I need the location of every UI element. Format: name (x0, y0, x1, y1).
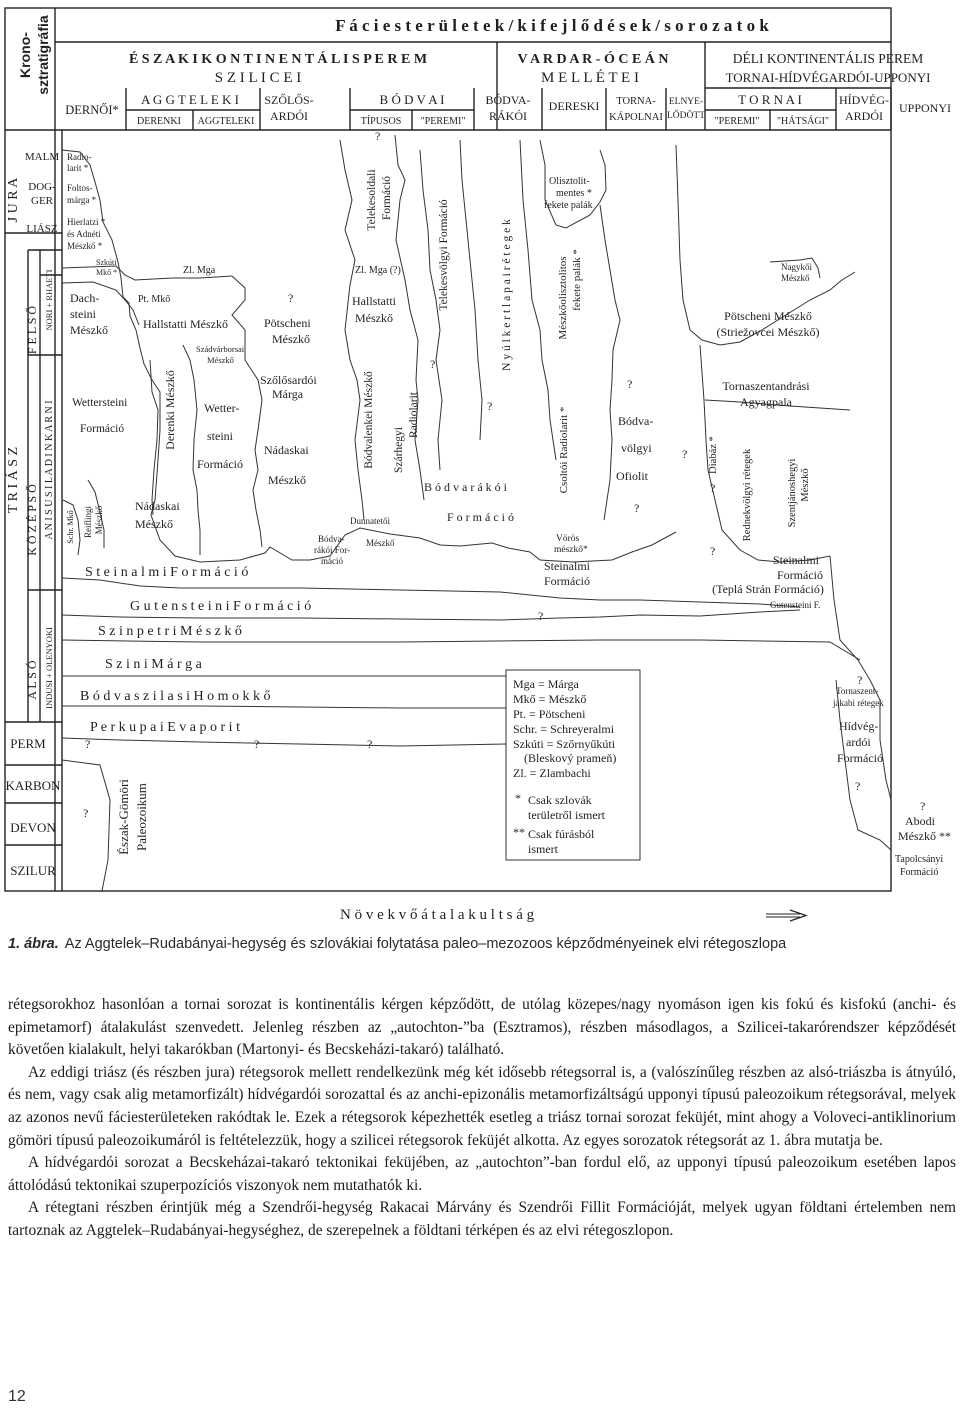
schr-mko: Schr. Mkő (66, 510, 75, 544)
hallstatti-a: Hallstatti Mészkő (143, 317, 228, 331)
szolos-label-1: SZŐLŐS- (264, 93, 314, 107)
meszko-small: Mészkő (366, 538, 395, 548)
wetter-b2: steini (207, 429, 233, 443)
szadvar-1: Szádvárborsai (196, 344, 245, 354)
nori-label: NORI + RHAETI (44, 269, 54, 331)
tapolcsanyi-1: Tapolcsányi (895, 854, 944, 865)
szolosardoi-1: Szőlősardói (260, 373, 317, 387)
q-mark: ? (710, 544, 716, 558)
legend-n2a: Csak fúrásból (528, 827, 595, 841)
also-label: A L S Ó (25, 660, 39, 700)
szkuti-2: Mkő * (96, 268, 118, 277)
q-mark: ? (367, 737, 373, 751)
olisztolit-1: Olisztolit- (549, 176, 590, 187)
diabaz: Diabáz * (708, 436, 719, 474)
liasz-label: LIÁSZ (26, 223, 58, 235)
nagykoi-1: Nagykői (781, 262, 812, 272)
dachsteini-1: Dach- (70, 291, 100, 305)
dachsteini-2: steini (70, 307, 96, 321)
wetter-a1: Wettersteini (72, 397, 128, 409)
foltos-1: Foltos- (67, 183, 93, 193)
figure-frame (5, 8, 891, 891)
abodi-1: Abodi (905, 814, 935, 828)
bodvarakoi-small-3: máció (321, 556, 343, 566)
radiolarit-a2: larit * (67, 163, 89, 173)
bodvarakoi-small-1: Bódva- (318, 534, 345, 544)
hidveg-label-2: ARDÓI (845, 109, 883, 123)
szarhegyi: Szárhegyi (393, 427, 405, 473)
bodvarakoi-small-2: rákói For- (314, 545, 351, 555)
tipusos-label: TÍPUSOS (360, 116, 402, 127)
page-number: 12 (8, 1388, 26, 1405)
karbon-label: KARBON (5, 778, 61, 793)
aggteleki-group: A G G T E L E K I (141, 92, 239, 107)
szolos-label-2: ARDÓI (270, 109, 308, 123)
aggteleki-label: AGGTELEKI (197, 116, 255, 127)
q-mark: ? (430, 357, 436, 371)
dachsteini-3: Mészkő (70, 323, 108, 337)
telekesoldali-2: Formáció (381, 175, 393, 221)
abodi-2: Mészkő ** (898, 829, 951, 843)
q-mark: ? (288, 291, 294, 305)
perm-label: PERM (10, 736, 46, 751)
q-mark: ? (85, 737, 91, 751)
steinalmi-b1: Steinalmi (544, 559, 590, 573)
szolosardoi-2: Márga (272, 387, 304, 401)
hierlatzi-2: és Adnéti (67, 229, 101, 239)
bodvarakoi-label-2: RÁKÓI (489, 109, 527, 123)
pt-mko: Pt. Mkő (138, 294, 171, 305)
szilur-label: SZILUR (10, 863, 56, 878)
malm-label: MALM (24, 151, 60, 163)
sztratigrafia-label: sztratigráfia (35, 15, 51, 95)
felso-label: F E L S Ő (25, 305, 39, 355)
nadaskai-a2: Mészkő (135, 517, 173, 531)
hierlatzi-3: Mészkő * (67, 241, 103, 251)
eszak-gomori-1: Észak-Gömöri (116, 779, 131, 855)
reifl-1: Reiflingi (83, 506, 93, 538)
eszak-gomori-2: Paleozoikum (134, 783, 149, 851)
elnye-label-2: LŐDÖTT (667, 111, 705, 121)
radiolarit-a1: Radio- (67, 152, 92, 162)
q-mark: ? (857, 673, 863, 687)
nadaskai-b1: Nádaskai (264, 443, 309, 457)
olisztolit-2: mentes * (556, 188, 592, 199)
voros-2: mészkő* (554, 545, 588, 555)
szini-marga: S z i n i M á r g a (105, 657, 202, 672)
legend-n1b: területről ismert (528, 808, 605, 822)
tornaszentandrasi-2: Agyagpala (740, 395, 792, 409)
peremi-label-1: "PEREMI" (420, 116, 466, 127)
steinalmi-formacio: S t e i n a l m i F o r m á c i ó (85, 565, 249, 580)
elnye-label-1: ELNYE- (668, 97, 704, 107)
gutensteini-formacio: G u t e n s t e i n i F o r m á c i ó (130, 599, 312, 614)
paragraph-3: A hídvégardói sorozat a Becskeházai-takaró tektonikai feküjében, az „autochton”-ban fordul elő, az upponyi típusú paleozoikum esetében lapos áttolódású tektonikai szuperpozíciós viszonyok nem mutathatók ki. (8, 1154, 956, 1194)
stratigraphy-column (4, 151, 61, 878)
paragraph-2: Az eddigi triász (és részben jura) rétegsorok mellett rendelkezünk még két idősebb rétegsorral is, a (valószínűleg részben az alsó-triászba is átnyúló, és nem, vagy csak alig metamorfizált) hídvégardói sorozattal és az anchi-epizonális metamorfizáltságú upponyi típusú paleozoikum rétegsorával, melyek az azonos nevű fáciesterületeken rakódtak le. Ezek a rétegsorok képezhették esetleg a triász tornai sorozat feküjét, mint ahogy a Voloveci-antiklinorium gömöri típusú paleozoikumáról is feltételezzük, hogy a szilicei rétegsorok feküjét alkotta. Az egyes sorozatok rétegsorát az 1. ábra mutatja be. (8, 1063, 956, 1149)
bodvavolgyi-3: Ofiolit (616, 469, 648, 483)
q-mark: ? (375, 129, 381, 143)
radiolarit-b: Radiolarit (408, 392, 420, 438)
telekesoldali-1: Telekesoldali (366, 169, 378, 231)
legend-l2: Mkő = Mészkő (513, 692, 587, 706)
dogger-label-2: GER (31, 195, 53, 207)
potscheni-a1: Pötscheni (264, 316, 311, 330)
q-mark: ? (634, 501, 640, 515)
bodvarakoi-form-2: F o r m á c i ó (447, 510, 514, 524)
potscheni-c2: (Striežovcei Mészkő) (716, 325, 820, 339)
tornai-hid-label: TORNAI-HÍDVÉGARDÓI-UPPONYI (725, 70, 931, 85)
hatsagi-label: "HÁTSÁGI" (776, 116, 830, 127)
hallstatti-b2: Mészkő (355, 311, 393, 325)
q-mark: ? (920, 799, 926, 813)
szentjanos-1: Szentjánoshegyi (787, 458, 798, 528)
steinalmi-b2: Formáció (544, 574, 590, 588)
hidvegardoi-f3: Formáció (837, 751, 883, 765)
zl-mga-2: Zl. Mga (?) (355, 265, 401, 276)
hallstatti-b1: Hallstatti (352, 294, 396, 308)
devon-label: DEVON (10, 820, 56, 835)
wetter-b1: Wetter- (204, 401, 240, 415)
szinpetri: S z i n p e t r i M é s z k ő (98, 624, 242, 639)
wetter-a2: Formáció (80, 423, 125, 435)
bodvai-group: B Ó D V A I (379, 92, 445, 107)
legend-l7: Zl. = Zlambachi (513, 766, 591, 780)
q-mark: ? (538, 609, 544, 623)
body-text (8, 994, 956, 1243)
krono-label: Krono- (17, 32, 33, 78)
hidvegardoi-f1: Hídvég- (839, 719, 879, 733)
tornai-group: T O R N A I (738, 92, 802, 107)
anisusi-label: A N I S U S I L A D I N K A R N I (44, 400, 55, 540)
potscheni-c1: Pötscheni Mészkő (724, 309, 812, 323)
paragraph-1: rétegsorokhoz hasonlóan a tornai sorozat is kontinentális kérgen képződött, de utólag közepes/nagy nyomáson igen kis fokú és kisfokú (anchi- és epimetamorf) átalakulást szenvedett. Jelenleg részben az „autochton-”ba (Esztramos), részben másodlagos, a Szilicei-takarórendszer képződését követően kialakult, helyi takarókban (Martonyi- és Becskeházi-takaró) található. (8, 996, 956, 1059)
jura-label: J U R A (6, 177, 21, 223)
bodvalenkei: Bódvalenkei Mészkő (363, 371, 375, 469)
telekesvolgyi: Telekesvölgyi Formáció (438, 199, 450, 311)
bodvaszilasi: B ó d v a s z i l a s i H o m o k k ő (80, 689, 271, 704)
meszko-olis-2: fekete palák * (571, 249, 583, 311)
szentjanos-2: Mészkő (800, 468, 811, 502)
legend-n2b: ismert (528, 842, 558, 856)
q-mark: ? (710, 481, 716, 495)
tornaszentjakabi-1: Tornaszent- (836, 686, 879, 696)
csoltoi: Csoltói Radiolarit * (558, 406, 570, 494)
legend-star1: * (515, 791, 521, 805)
bodvavolgyi-2: völgyi (621, 441, 652, 455)
zl-mga: Zl. Mga (183, 265, 216, 276)
meszko-olis-1: Mészkőolisztolitos (557, 256, 569, 340)
bodvarakoi-label-1: BÓDVA- (485, 93, 531, 107)
eszaki-label: É S Z A K I K O N T I N E N T Á L I S P E R E M (128, 52, 428, 67)
nadaskai-a1: Nádaskai (135, 499, 180, 513)
szilicei-label: S Z I L I C E I (214, 70, 302, 86)
q-mark: ? (83, 806, 89, 820)
voros-1: Vörös (556, 534, 580, 544)
hierlatzi-1: Hierlatzi * (67, 217, 106, 227)
hidvegardoi-f2: ardói (846, 735, 871, 749)
nagykoi-2: Mészkő (781, 273, 810, 283)
legend-l3: Pt. = Pötscheni (513, 707, 586, 721)
novekvo-label: N ö v e k v ő á t a l a k u l t s á g (340, 907, 535, 923)
reifl-2: Mészkő (94, 505, 104, 535)
derenki-meszko: Derenki Mészkő (163, 370, 177, 450)
tapolcsanyi-2: Formáció (900, 867, 939, 878)
q-mark: ? (682, 447, 688, 461)
caption-text: Az Aggtelek–Rudabányai-hegység és szlovákiai folytatása paleo–mezozoos képződményeinek elvi rétegoszlopa (64, 936, 787, 952)
foltos-2: márga * (67, 195, 97, 205)
dunnatetoi: Dunnatetői (350, 516, 390, 526)
q-mark: ? (254, 737, 260, 751)
tornakap-label-1: TORNA- (616, 96, 656, 107)
hidveg-label-1: HÍDVÉG- (839, 93, 889, 107)
steinalmi-c3: (Teplá Strán Formáció) (712, 582, 824, 596)
triasz-label: T R I Á S Z (6, 446, 21, 514)
potscheni-a2: Mészkő (272, 332, 310, 346)
nyulkert: N y ú l k e r t l a p a i r é t e g e k (501, 219, 513, 371)
steinalmi-c1: Steinalmi (773, 553, 819, 567)
rednek: Rednekvölgyi rétegek (742, 448, 753, 542)
paragraph-4: A rétegtani részben érintjük még a Szendrői-hegység Rakacai Márvány és Szendrői Fillit Formációját, melyek ugyan földtani értelemben nem tartoznak az Aggtelek–Rudabányai-hegységhez, de szerepelnek a földtani térképen és az elvi rétegoszlopon. (8, 1199, 956, 1239)
dereski-label: DERESKI (548, 99, 600, 113)
q-mark: ? (487, 399, 493, 413)
melletei-label: M E L L É T E I (541, 70, 639, 86)
steinalmi-c2: Formáció (777, 568, 823, 582)
dernoi-label: DERNŐI* (65, 103, 119, 117)
szadvar-2: Mészkő (207, 355, 234, 365)
facies-title: F á c i e s t e r ü l e t e k / k i f e j l ő d é s e k / s o r o z a t o k (335, 16, 769, 35)
caption-number: 1. ábra. (8, 936, 59, 952)
legend-l1: Mga = Márga (513, 677, 579, 691)
bodvarakoi-form-1: B ó d v a r á k ó i (424, 480, 507, 494)
figure-caption (8, 936, 958, 952)
tornaszentandrasi-1: Tornaszentandrási (722, 379, 810, 393)
kozepso-label: K Ö Z É P S Ő (25, 484, 39, 556)
nadaskai-b2: Mészkő (268, 473, 306, 487)
tornakap-label-2: KÁPOLNAI (609, 112, 663, 123)
upponyi-label: UPPONYI (898, 101, 952, 115)
olisztolit-3: fekete palák (544, 200, 593, 211)
novekvo-atalakultsag (340, 907, 806, 923)
wetter-b3: Formáció (197, 457, 243, 471)
perkupai: P e r k u p a i E v a p o r i t (90, 720, 240, 735)
deli-label: DÉLI KONTINENTÁLIS PEREM (732, 51, 924, 66)
legend-l5: Szkúti = Szőrnyűkúti (513, 737, 616, 751)
dogger-label-1: DOG- (28, 181, 56, 193)
szkuti-1: Szkúti (96, 258, 117, 267)
tornaszentjakabi-2: jakabi rétegek (833, 698, 884, 708)
legend-star2: ** (513, 825, 525, 839)
peremi-label-2: "PEREMI" (714, 116, 760, 127)
q-mark: ? (627, 377, 633, 391)
q-mark: ? (855, 779, 861, 793)
vardar-label: V A R D A R - Ó C E Á N (517, 52, 669, 67)
legend-l4: Schr. = Schreyeralmi (513, 722, 615, 736)
induszi-label: INDUSI + OLENYOKI (44, 627, 54, 709)
gutensteini-f: Gutensteini F. (770, 600, 821, 610)
legend-n1a: Csak szlovák (528, 793, 592, 807)
derenki-label: DERENKI (137, 116, 181, 127)
bodvavolgyi-1: Bódva- (618, 414, 654, 428)
legend-l6: (Bleskový prameň) (524, 751, 617, 765)
